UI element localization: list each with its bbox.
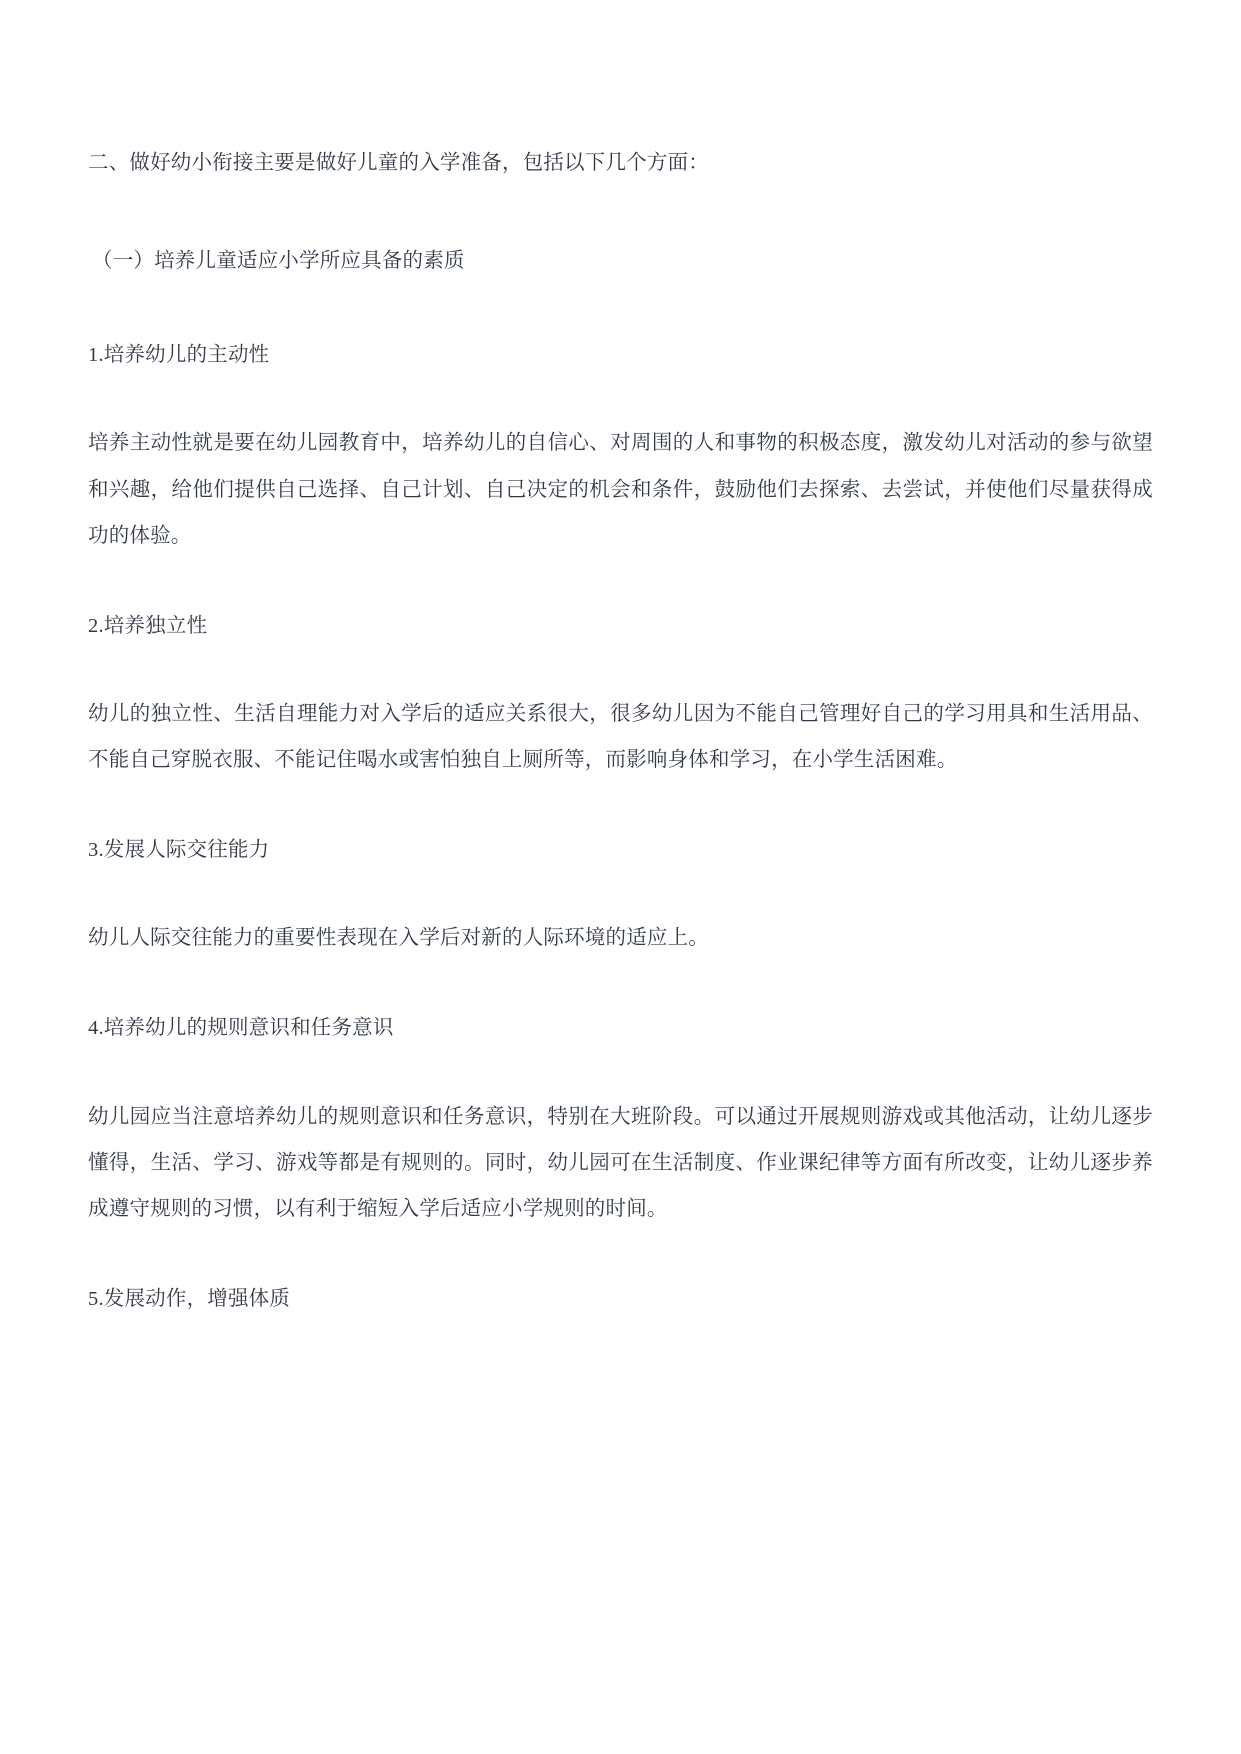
item-3-body: 幼儿人际交往能力的重要性表现在入学后对新的人际环境的适应上。 bbox=[88, 927, 709, 950]
item-1-body: 培养主动性就是要在幼儿园教育中，培养幼儿的自信心、对周围的人和事物的积极态度，激发幼儿对活动的参与欲望和兴趣，给他们提供自己选择、自己计划、自己决定的机会和条件，鼓励他们去探索、去尝试，并使他们尽量获得成功的体验。 bbox=[88, 432, 1153, 547]
subsection-heading: （一）培养儿童适应小学所应具备的素质 bbox=[92, 250, 465, 273]
item-1-title: 1.培养幼儿的主动性 bbox=[88, 344, 270, 367]
item-2-body: 幼儿的独立性、生活自理能力对入学后的适应关系很大，很多幼儿因为不能自己管理好自己的学习用具和生活用品、不能自己穿脱衣服、不能记住喝水或害怕独自上厕所等，而影响身体和学习，在小学生活困难。 bbox=[88, 702, 1153, 771]
item-3-title: 3.发展人际交往能力 bbox=[88, 839, 270, 862]
item-5-title: 5.发展动作，增强体质 bbox=[88, 1287, 291, 1310]
item-4-title: 4.培养幼儿的规则意识和任务意识 bbox=[88, 1017, 394, 1040]
item-2-title: 2.培养独立性 bbox=[88, 614, 208, 637]
section-heading: 二、做好幼小衔接主要是做好儿童的入学准备，包括以下几个方面： bbox=[88, 152, 709, 174]
document-body bbox=[88, 140, 1153, 1322]
item-4-body: 幼儿园应当注意培养幼儿的规则意识和任务意识，特别在大班阶段。可以通过开展规则游戏或其他活动，让幼儿逐步懂得，生活、学习、游戏等都是有规则的。同时，幼儿园可在生活制度、作业课纪律等方面有所改变，让幼儿逐步养成遵守规则的习惯，以有利于缩短入学后适应小学规则的时间。 bbox=[88, 1105, 1153, 1220]
